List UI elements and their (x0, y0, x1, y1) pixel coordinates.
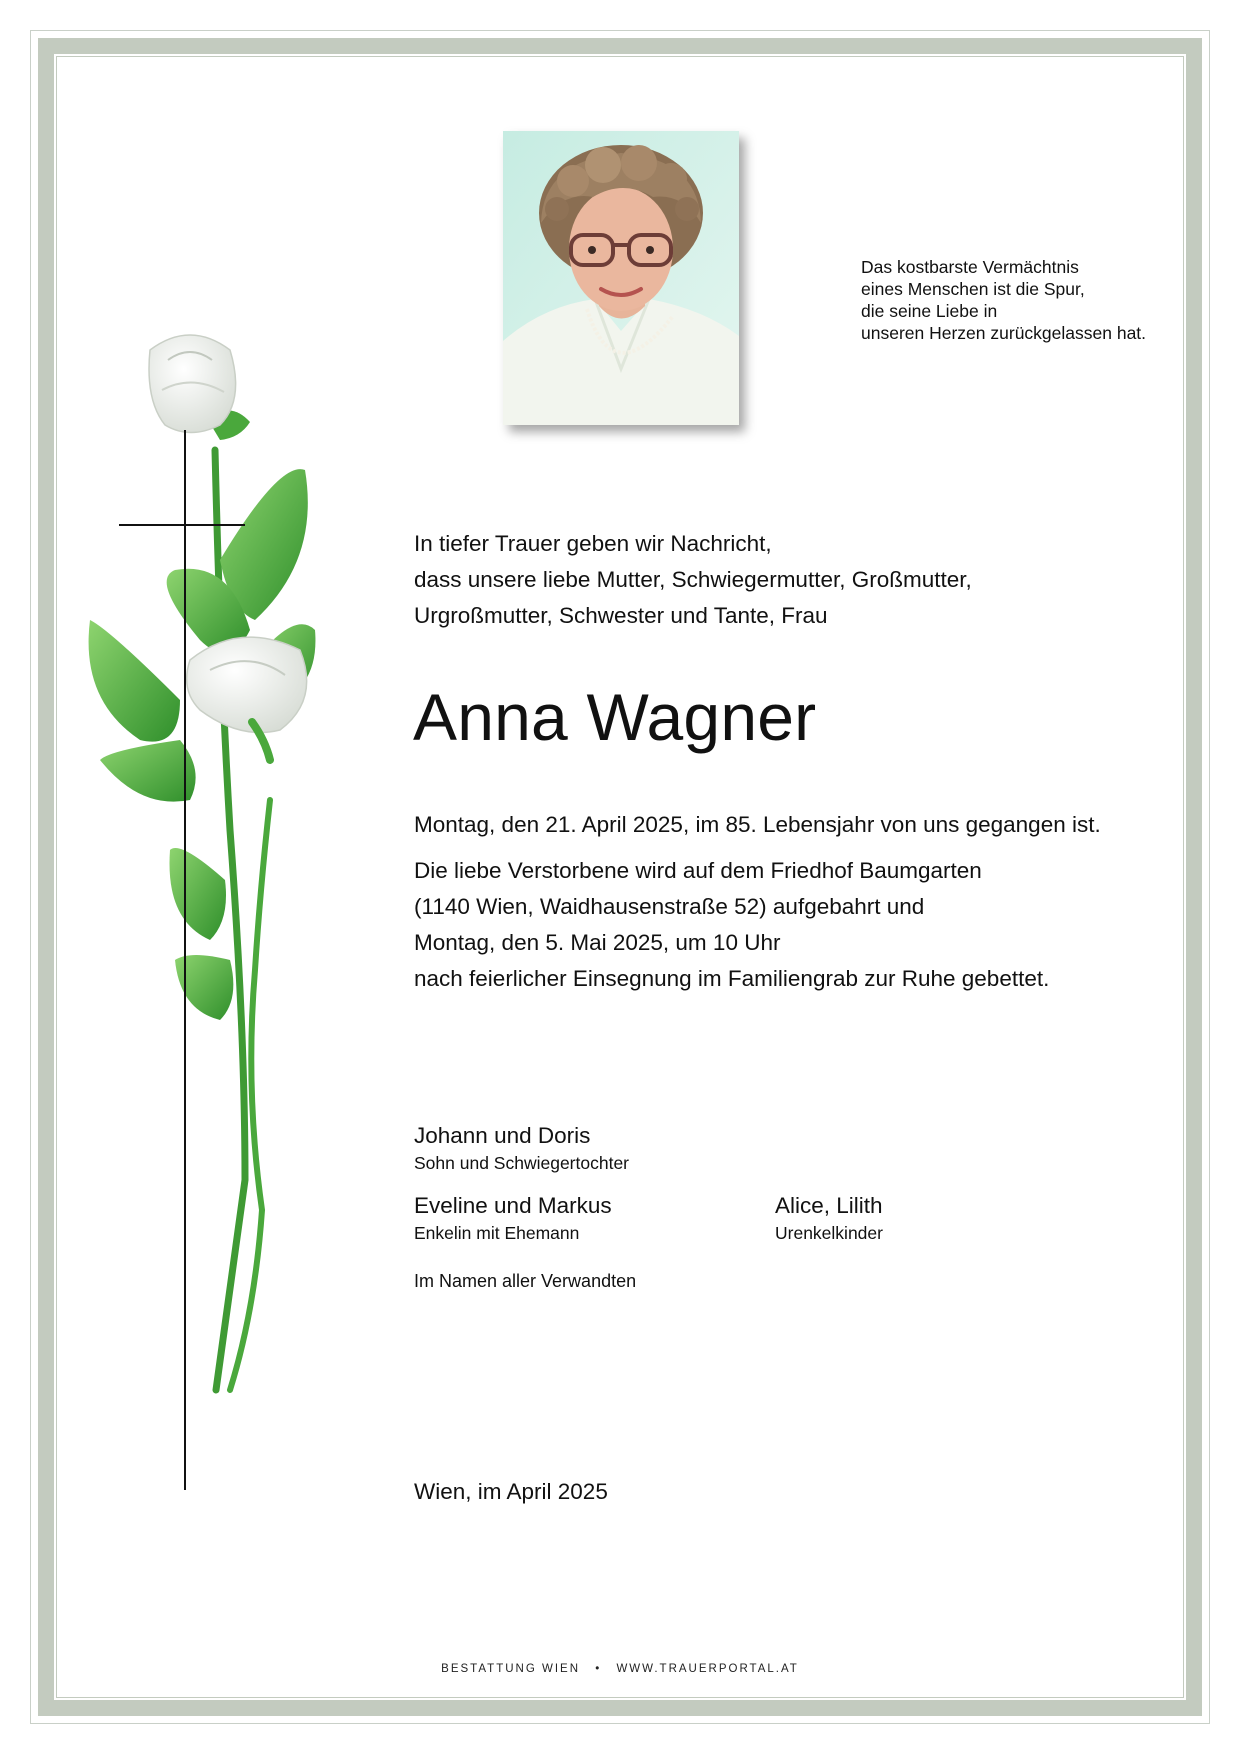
mourner-relation: Sohn und Schwiegertochter (414, 1153, 629, 1173)
announcement-intro (414, 526, 972, 634)
footer (0, 1663, 1240, 1675)
intro-line: Urgroßmutter, Schwester und Tante, Frau (414, 603, 828, 628)
place-date: Wien, im April 2025 (414, 1479, 608, 1504)
deceased-name: Anna Wagner (413, 680, 817, 754)
footer-separator: • (595, 1663, 602, 1675)
intro-line: dass unsere liebe Mutter, Schwiegermutter, Großmutter, (414, 567, 972, 592)
footer-website-link[interactable]: WWW.TRAUERPORTAL.AT (616, 1663, 799, 1675)
quote-line: eines Menschen ist die Spur, (861, 279, 1085, 299)
funeral-line: nach feierlicher Einsegnung im Familiengrab zur Ruhe gebettet. (414, 966, 1050, 991)
portrait-photo (503, 131, 739, 425)
funeral-line: Die liebe Verstorbene wird auf dem Friedhof Baumgarten (414, 858, 982, 883)
mourner-names: Eveline und Markus (414, 1193, 612, 1218)
announcement-details (414, 807, 1101, 997)
quote-line: unseren Herzen zurückgelassen hat. (861, 323, 1147, 343)
cross-bar (119, 524, 245, 526)
quote-line: Das kostbarste Vermächtnis (861, 257, 1079, 277)
mourner-names: Johann und Doris (414, 1123, 591, 1148)
quote-line: die seine Liebe in (861, 301, 998, 321)
mourner-names: Alice, Lilith (775, 1193, 883, 1218)
mourner-relation: Urenkelkinder (775, 1223, 883, 1243)
white-rose-icon (80, 330, 360, 1410)
funeral-line: Montag, den 5. Mai 2025, um 10 Uhr (414, 930, 781, 955)
cross-icon (184, 430, 186, 1490)
intro-line: In tiefer Trauer geben wir Nachricht, (414, 531, 772, 556)
funeral-line: (1140 Wien, Waidhausenstraße 52) aufgebahrt und (414, 894, 925, 919)
death-line: Montag, den 21. April 2025, im 85. Lebensjahr von uns gegangen ist. (414, 812, 1101, 837)
memorial-quote (861, 256, 1181, 344)
spacer (414, 843, 1101, 853)
footer-company: BESTATTUNG WIEN (441, 1663, 580, 1675)
closing-line: Im Namen aller Verwandten (414, 1271, 637, 1291)
mourner-relation: Enkelin mit Ehemann (414, 1223, 580, 1243)
